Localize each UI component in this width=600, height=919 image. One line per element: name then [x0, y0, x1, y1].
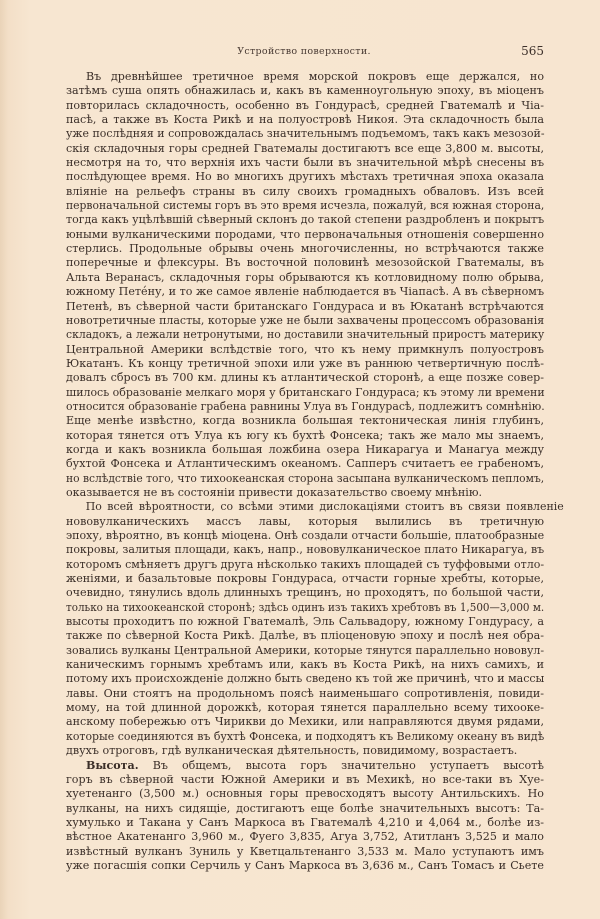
text-line: нововулканическихъ массъ лавы, которыя вылились въ третичную: [66, 514, 544, 528]
text-line: юными вулканическими породами, что первоначальныя отношенія совершенно: [66, 227, 544, 241]
text-line: когда и какъ возникла большая ложбина озера Никарагуа и Манагуа между: [66, 442, 544, 456]
text-line: Центральной Америки вслѣдствіе того, что къ нему примкнулъ полуостровъ: [66, 342, 544, 356]
text-line: мому, на той длинной дорожкѣ, которая тянется параллельно всему тихооке-: [66, 701, 544, 715]
text-line: оказывается не въ состояніи привести доказательство своему мнѣнію.: [66, 485, 483, 499]
text-line: женіями, и базальтовые покровы Гондураса, отчасти горные хребты, которые,: [66, 572, 544, 586]
text-line: стерлись. Продольные обрывы очень многочисленны, но встрѣчаются также: [66, 242, 544, 256]
text-line: [66, 759, 544, 773]
page-header: [64, 44, 544, 60]
text-line: вліяніе на рельефъ страны въ силу своихъ громадныхъ обваловъ. Изъ всей: [66, 184, 544, 198]
text-line: уже погасшія сопки Серчиль у Санъ Маркоса въ 3,636 м., Санъ Томасъ и Сьете: [66, 858, 544, 872]
text-line: относится образованіе грабена равнины Улуа въ Гондурасѣ, подлежитъ сомнѣнію.: [66, 399, 545, 413]
text-line: но вслѣдствіе того, что тихоокеанская сторона засыпана вулканическомъ пепломъ,: [66, 471, 545, 485]
text-line: лавы. Они стоятъ на продольномъ поясѣ наименьшаго сопротивленія, повиди-: [66, 686, 544, 700]
paragraph-1: [66, 70, 544, 500]
text-line: Петенѣ, въ сѣверной части британскаго Гондураса и въ Юкатанѣ встрѣчаются: [66, 299, 544, 313]
text-line: затѣмъ суша опять обнажилась и, какъ въ каменноугольную эпоху, въ міоценъ: [66, 84, 544, 98]
running-title: Устройство поверхности.: [237, 46, 371, 57]
text-line: скія складочныя горы средней Гватемалы достигаютъ все еще 3,800 м. высоты,: [66, 141, 544, 155]
text-line: очевидно, тянулись вдоль длинныхъ трещинъ, но проходятъ, по большой части,: [66, 586, 544, 600]
text-line: которые соединяются въ бухтѣ Фонсека, и подходятъ къ Великому океану въ видѣ: [66, 729, 545, 743]
body-text: [66, 70, 564, 873]
text-line: послѣдующее время. Но во многихъ другихъ мѣстахъ третичная эпоха оказала: [66, 170, 544, 184]
section-heading: Высота.: [86, 758, 139, 772]
text-line: высоты проходитъ по южной Гватемалѣ, Эль Сальвадору, южному Гондурасу, а: [66, 615, 544, 629]
text-line: Юкатанъ. Къ концу третичной эпохи или уже въ раннюю четвертичную послѣ-: [66, 356, 544, 370]
paragraph-3: [66, 759, 544, 874]
page-number: 565: [521, 44, 544, 58]
text-line: которомъ смѣняетъ другъ друга нѣсколько такихъ площадей съ туффовыми отло-: [66, 557, 545, 571]
text-line: зовались вулканы Центральной Америки, которые тянутся параллельно нововул-: [66, 643, 545, 657]
text-line: новотретичные пласты, которые уже не были захвачены процессомъ образованія: [66, 313, 545, 327]
text-line: уже послѣдняя и сопровождалась значительнымъ подъемомъ, такъ какъ мезозой-: [66, 127, 545, 141]
text-line: Альта Веранасъ, складочныя горы обрываются къ котловидному полю обрыва,: [66, 270, 544, 284]
text-line: складокъ, а лежали нетронутыми, но доставили значительный приростъ материку: [66, 328, 545, 342]
text-line: горъ въ сѣверной части Южной Америки и въ Мехикѣ, но все-таки въ Хуе-: [66, 772, 544, 786]
text-line: поперечные и флексуры. Въ восточной половинѣ мезозойской Гватемалы, въ: [66, 256, 544, 270]
text-line: хумулько и Такана у Санъ Маркоса въ Гватемалѣ 4,210 и 4,064 м., болѣе из-: [66, 815, 544, 829]
text-line: также по сѣверной Коста Рикѣ. Далѣе, въ пліоценовую эпоху и послѣ нея обра-: [66, 629, 544, 643]
text-line: каническимъ горнымъ хребтамъ или, какъ въ Коста Рикѣ, на нихъ самихъ, и: [66, 658, 544, 672]
paragraph-2: [66, 500, 564, 758]
text-line: повторилась складочность, особенно въ Гондурасѣ, средней Гватемалѣ и Чіа-: [66, 98, 544, 112]
text-line: Еще менѣе извѣстно, когда возникла большая тектоническая линія глубинъ,: [66, 414, 544, 428]
text-line: только на тихоокеанской сторонѣ; здѣсь одинъ изъ такихъ хребтовъ въ 1,500—3,000 м.: [66, 600, 545, 614]
text-line: вѣстное Акатенанго 3,960 м., Фуего 3,835, Агуа 3,752, Атитланъ 3,525 и мало: [66, 830, 544, 844]
text-line: вулканы, на нихъ сидящіе, достигаютъ еще болѣе значительныхъ высотъ: Та-: [66, 801, 544, 815]
text-line: которая тянется отъ Улуа къ югу къ бухтѣ Фонсека; такъ же мало мы знаемъ,: [66, 428, 544, 442]
text-line: анскому побережью отъ Чирикви до Мехики, или направляются двумя рядами,: [66, 715, 544, 729]
text-line: несмотря на то, что верхнія ихъ части были въ значительной мѣрѣ снесены въ: [66, 156, 544, 170]
text-line: покровы, залитыя площади, какъ, напр., нововулканическое плато Никарагуа, въ: [66, 543, 545, 557]
text-fragment: Въ общемъ, высота горъ значительно уступаетъ высотѣ: [152, 758, 544, 772]
text-line: потому ихъ происхожденіе должно быть сведено къ той же причинѣ, что и массы: [66, 672, 545, 686]
text-line: хуетенанго (3,500 м.) основныя горы превосходятъ высоту Антильскихъ. Но: [66, 787, 544, 801]
text-line: Въ древнѣйшее третичное время морской покровъ еще держался, но: [86, 70, 544, 83]
text-line: двухъ отроговъ, гдѣ вулканическая дѣятельность, повидимому, возрастаетъ.: [66, 744, 518, 758]
text-line: По всей вѣроятности, со всѣми этими дислокаціями стоитъ въ связи появленіе: [85, 500, 564, 514]
text-line: эпоху, вѣроятно, въ концѣ міоцена. Онѣ создали отчасти большіе, платообразные: [66, 529, 545, 542]
text-line: первоначальной системы горъ въ это время исчезла, пожалуй, вся южная сторона,: [66, 199, 545, 213]
text-line: тогда какъ уцѣлѣвшій сѣверный склонъ до такой степени раздробленъ и покрытъ: [66, 213, 545, 227]
text-line: довалъ сбросъ въ 700 км. длины къ атлантической сторонѣ, а еще позже совер-: [66, 371, 544, 385]
text-line: шилось образованіе мелкаго моря у британскаго Гондураса; къ этому ли времени: [66, 385, 545, 399]
text-line: пасѣ, а также въ Коста Рикѣ и на полуостровѣ Никоя. Эта складочность была: [66, 113, 544, 127]
text-line: южному Петéну, и то же самое явленіе наблюдается въ Чіапасѣ. А въ сѣверномъ: [66, 285, 544, 299]
text-line: извѣстный вулканъ Зуниль у Кветцальтенанго 3,533 м. Мало уступаютъ имъ: [66, 844, 544, 858]
text-line: бухтой Фонсека и Атлантическимъ океаномъ. Сапперъ считаетъ ее грабеномъ,: [66, 457, 544, 471]
